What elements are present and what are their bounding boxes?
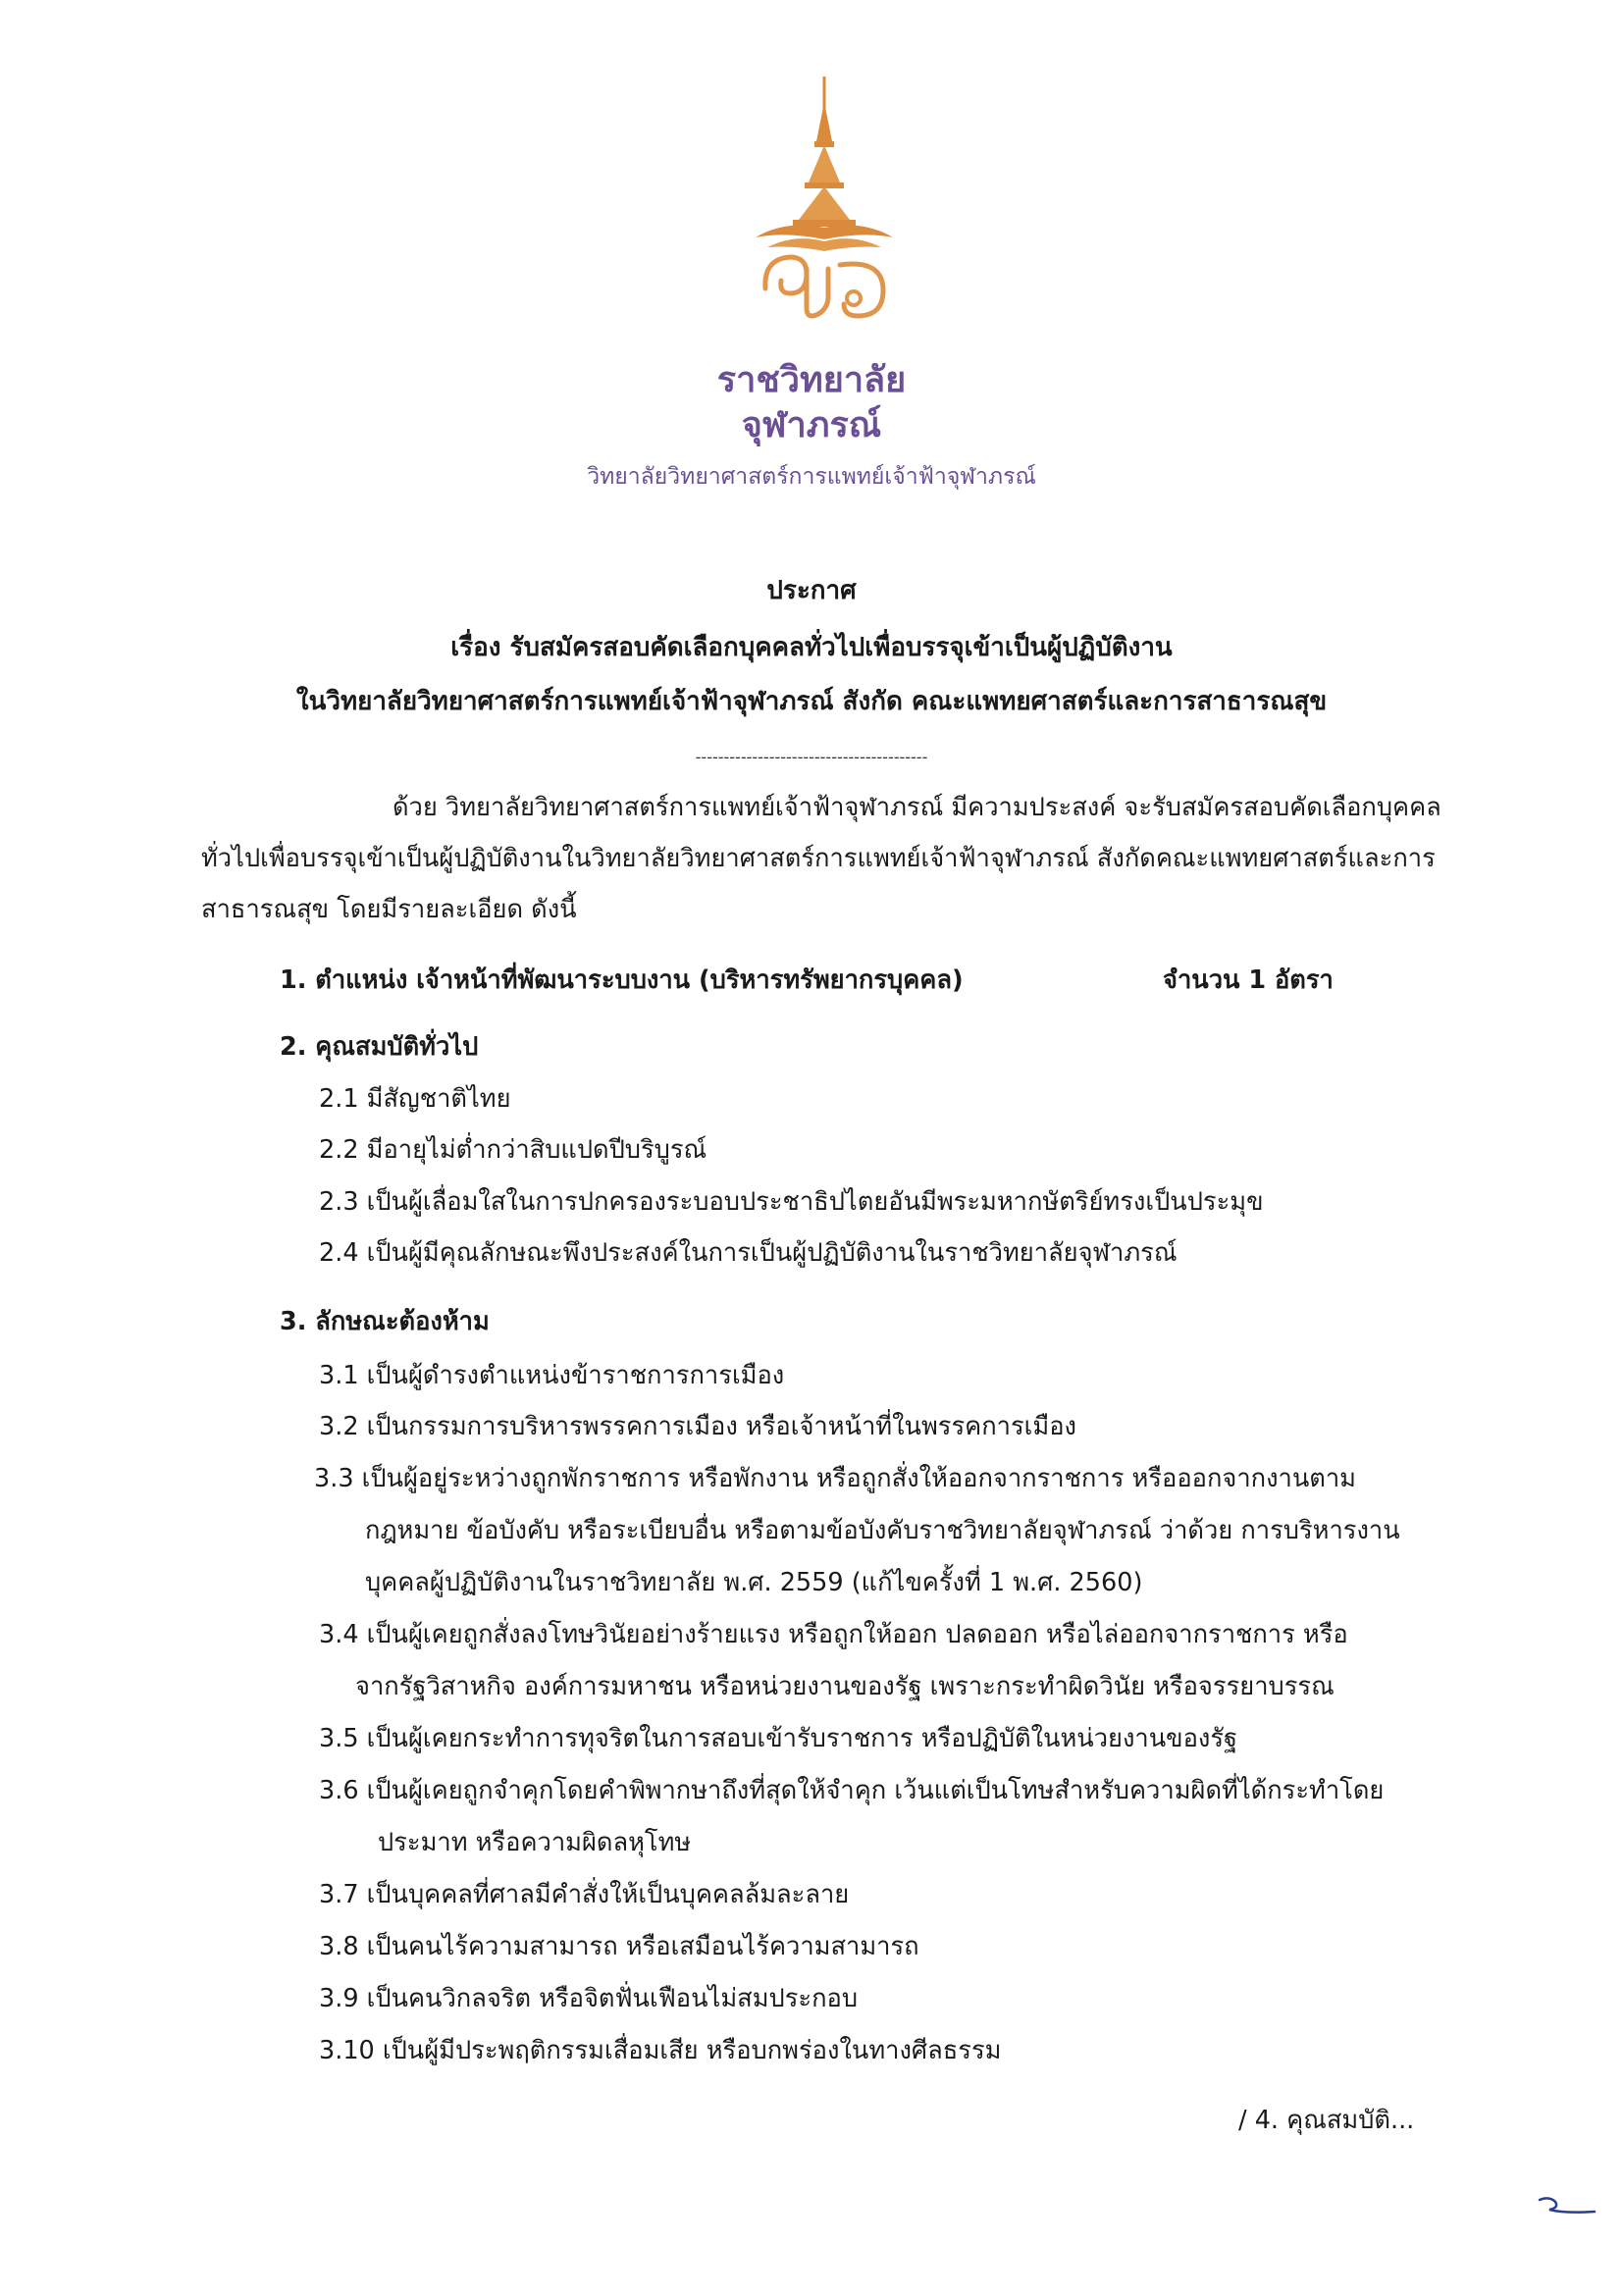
section3-item: 3.4 เป็นผู้เคยถูกสั่งลงโทษวินัยอย่างร้ายแรง หรือถูกให้ออก ปลดออก หรือไล่ออกจากราชการ หรือ <box>319 1620 1348 1649</box>
section3-item: 3.8 เป็นคนไร้ความสามารถ หรือเสมือนไร้ความสามารถ <box>319 1932 919 1961</box>
announcement-heading: ประกาศ <box>766 576 857 605</box>
section3-item: 3.2 เป็นกรรมการบริหารพรรคการเมือง หรือเจ้าหน้าที่ในพรรคการเมือง <box>319 1412 1076 1441</box>
section3-item: 3.3 เป็นผู้อยู่ระหว่างถูกพักราชการ หรือพักงาน หรือถูกสั่งให้ออกจากราชการ หรือออกจากงานตาม <box>314 1464 1356 1493</box>
brand-name-line2: จุฬาภรณ์ <box>741 405 882 445</box>
section3-item-cont: กฎหมาย ข้อบังคับ หรือระเบียบอื่น หรือตามข้อบังคับราชวิทยาลัยจุฬาภรณ์ ว่าด้วย การบริหารงาน <box>365 1516 1400 1545</box>
announcement-subject-line2: ในวิทยาลัยวิทยาศาสตร์การแพทย์เจ้าฟ้าจุฬาภรณ์ สังกัด คณะแพทยศาสตร์และการสาธารณสุข <box>295 687 1328 716</box>
section3-item: 3.9 เป็นคนวิกลจริต หรือจิตฟั่นเฟือนไม่สมประกอบ <box>319 1984 859 2013</box>
section2-item: 2.4 เป็นผู้มีคุณลักษณะพึงประสงค์ในการเป็นผู้ปฏิบัติงานในราชวิทยาลัยจุฬาภรณ์ <box>319 1238 1178 1268</box>
title-separator: ----------------------------------------- <box>695 748 928 766</box>
intro-line2: ทั่วไปเพื่อบรรจุเข้าเป็นผู้ปฏิบัติงานในวิทยาลัยวิทยาศาสตร์การแพทย์เจ้าฟ้าจุฬาภรณ์ สังกัดคณะแพทยศาสตร์และการ <box>201 844 1436 873</box>
intro-line3: สาธารณสุข โดยมีรายละเอียด ดังนี้ <box>201 895 577 924</box>
intro-line1: ด้วย วิทยาลัยวิทยาศาสตร์การแพทย์เจ้าฟ้าจุฬาภรณ์ มีความประสงค์ จะรับสมัครสอบคัดเลือกบุคคล <box>393 793 1441 822</box>
section3-item: 3.7 เป็นบุคคลที่ศาลมีคำสั่งให้เป็นบุคคลล้มละลาย <box>319 1880 850 1909</box>
continuation-note: / 4. คุณสมบัติ... <box>1238 2106 1415 2135</box>
initials-mark <box>1536 2194 1598 2218</box>
section3-item-cont: ประมาท หรือความผิดลหุโทษ <box>378 1828 692 1857</box>
section2-heading: 2. คุณสมบัติทั่วไป <box>280 1032 479 1062</box>
section3-item-cont: จากรัฐวิสาหกิจ องค์การมหาชน หรือหน่วยงานของรัฐ เพราะกระทำผิดวินัย หรือจรรยาบรรณ <box>355 1672 1335 1701</box>
section1-position: 1. ตำแหน่ง เจ้าหน้าที่พัฒนาระบบงาน (บริหารทรัพยากรบุคคล) <box>280 965 964 995</box>
section3-item: 3.5 เป็นผู้เคยกระทำการทุจริตในการสอบเข้ารับราชการ หรือปฏิบัติในหน่วยงานของรัฐ <box>319 1724 1238 1753</box>
brand-name-line1: ราชวิทยาลัย <box>716 360 907 400</box>
section2-item: 2.2 มีอายุไม่ต่ำกว่าสิบแปดปีบริบูรณ์ <box>319 1135 707 1165</box>
section2-item: 2.3 เป็นผู้เลื่อมใสในการปกครองระบอบประชาธิปไตยอันมีพระมหากษัตริย์ทรงเป็นประมุข <box>319 1187 1264 1217</box>
section2-item: 2.1 มีสัญชาติไทย <box>319 1084 511 1114</box>
section3-item-cont: บุคคลผู้ปฏิบัติงานในราชวิทยาลัย พ.ศ. 2559 (แก้ไขครั้งที่ 1 พ.ศ. 2560) <box>365 1568 1143 1597</box>
section1-count: จำนวน 1 อัตรา <box>1163 965 1334 995</box>
college-logo <box>746 73 903 328</box>
section3-heading: 3. ลักษณะต้องห้าม <box>280 1307 490 1336</box>
section3-item: 3.1 เป็นผู้ดำรงตำแหน่งข้าราชการการเมือง <box>319 1361 785 1390</box>
section3-item: 3.10 เป็นผู้มีประพฤติกรรมเสื่อมเสีย หรือบกพร่องในทางศีลธรรม <box>319 2036 1002 2065</box>
section3-item: 3.6 เป็นผู้เคยถูกจำคุกโดยคำพิพากษาถึงที่สุดให้จำคุก เว้นแต่เป็นโทษสำหรับความผิดที่ได้กระทำโดย <box>319 1776 1385 1805</box>
announcement-subject-line1: เรื่อง รับสมัครสอบคัดเลือกบุคคลทั่วไปเพื่อบรรจุเข้าเป็นผู้ปฏิบัติงาน <box>450 633 1173 662</box>
brand-subtitle: วิทยาลัยวิทยาศาสตร์การแพทย์เจ้าฟ้าจุฬาภรณ์ <box>587 464 1036 490</box>
